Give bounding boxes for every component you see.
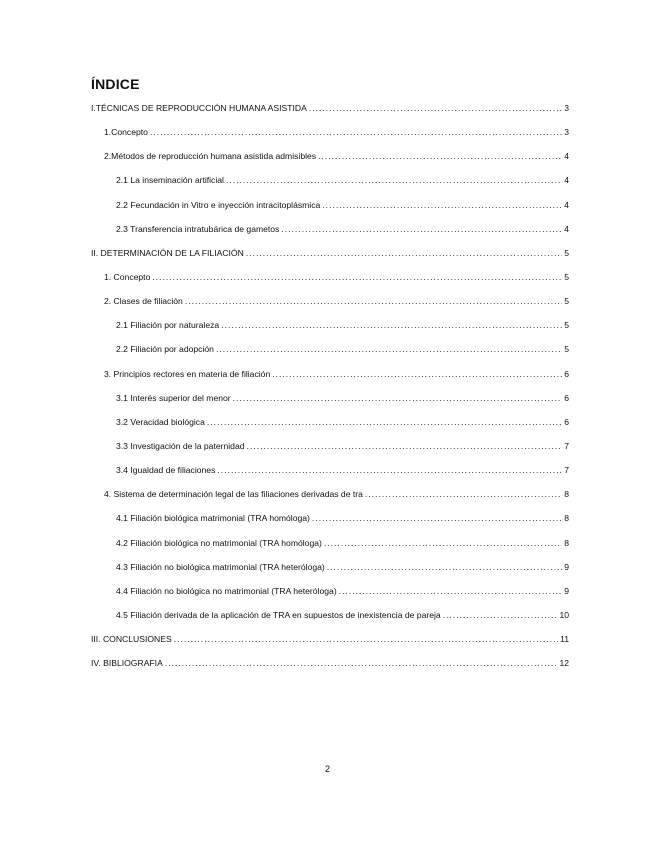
toc-entry-page: 4 [564,151,569,162]
toc-entry-page: 5 [564,247,569,258]
toc-entry-inexistencia-pareja[interactable] [91,610,569,634]
page-title: ÍNDICE [91,76,140,92]
toc-entry-page: 3 [564,127,569,138]
toc-entry-page: 6 [564,368,569,379]
toc-entry-fecundacion[interactable] [91,200,569,224]
toc-entry-transferencia[interactable] [91,224,569,248]
toc-leader-dots [233,393,563,403]
toc-leader-dots [247,441,563,451]
toc-leader-dots [365,489,562,499]
toc-entry-label: 1.Concepto [104,127,148,138]
toc-leader-dots [324,538,562,548]
toc-entry-page: 12 [559,658,569,669]
toc-entry-biologica-matrimonial[interactable] [91,513,569,537]
toc-entry-concepto-2[interactable] [91,272,569,296]
toc-leader-dots [216,344,562,354]
toc-entry-page: 4 [564,175,569,186]
toc-leader-dots [217,465,562,475]
toc-leader-dots [309,103,562,113]
toc-entry-filiacion-naturaleza[interactable] [91,320,569,344]
toc-entry-label: 4.3 Filiación no biológica matrimonial (TRA heteróloga) [116,561,325,572]
toc-entry-page: 10 [559,609,569,620]
toc-leader-dots [150,127,562,137]
toc-entry-page: 7 [564,465,569,476]
toc-entry-label: 3.3 Investigación de la paternidad [116,440,245,451]
toc-leader-dots [207,417,562,427]
toc-entry-label: 3.2 Veracidad biológica [116,416,205,427]
toc-leader-dots [221,320,562,330]
toc-entry-page: 4 [564,223,569,234]
toc-entry-label: 1. Concepto [104,271,151,282]
toc-entry-label: 4.4 Filiación no biológica no matrimonial (TRA heteróloga) [116,585,337,596]
toc-entry-determinacion-filiacion[interactable] [91,248,569,272]
toc-entry-label: 3.4 Igualdad de filiaciones [116,465,216,476]
toc-entry-label: 2.Métodos de reproducción humana asistida admisibles [104,151,317,162]
toc-entry-page: 6 [564,392,569,403]
toc-entry-tecnicas-reproduccion[interactable] [91,103,569,127]
toc-entry-page: 11 [560,634,569,645]
toc-entry-label: 2.2 Filiación por adopción [116,344,214,355]
toc-entry-concepto-1[interactable] [91,127,569,151]
toc-entry-page: 5 [564,320,569,331]
toc-entry-page: 5 [564,271,569,282]
toc-entry-page: 4 [564,199,569,210]
toc-entry-page: 9 [564,585,569,596]
toc-entry-page: 8 [564,489,569,500]
toc-entry-igualdad-filiaciones[interactable] [91,465,569,489]
toc-entry-label: 2.2 Fecundación in Vitro e inyección intracitoplásmica [116,199,321,210]
toc-leader-dots [152,272,562,282]
toc-entry-label: II. DETERMINACIÓN DE LA FILIACIÓN [91,247,244,258]
toc-entry-conclusiones[interactable] [91,634,569,658]
toc-leader-dots [318,151,562,161]
toc-entry-clases-filiacion[interactable] [91,296,569,320]
toc-entry-label: 4.2 Filiación biológica no matrimonial (TRA homóloga) [116,537,322,548]
toc-leader-dots [165,658,558,668]
toc-entry-page: 9 [564,561,569,572]
toc-entry-biologica-no-matrimonial[interactable] [91,538,569,562]
toc-leader-dots [281,224,562,234]
toc-entry-veracidad-biologica[interactable] [91,417,569,441]
toc-entry-page: 3 [564,103,569,113]
toc-entry-metodos[interactable] [91,151,569,175]
toc-entry-no-biologica-no-matrimonial[interactable] [91,586,569,610]
toc-leader-dots [272,369,562,379]
toc-entry-label: 3. Principios rectores en materia de filiación [104,368,271,379]
toc-entry-label: 4.1 Filiación biológica matrimonial (TRA homóloga) [116,513,310,524]
toc-leader-dots [185,296,562,306]
toc-entry-label: 2.1 Filiación por naturaleza [116,320,220,331]
toc-leader-dots [226,175,562,185]
toc-entry-page: 5 [564,344,569,355]
toc-entry-no-biologica-matrimonial[interactable] [91,562,569,586]
toc-entry-page: 7 [564,440,569,451]
toc-leader-dots [339,586,563,596]
toc-entry-label: 4.5 Filiación derivada de la aplicación de TRA en supuestos de inexistencia de pareja [116,609,441,620]
toc-leader-dots [327,562,562,572]
toc-entry-bibliografia[interactable] [91,658,569,682]
toc-entry-investigacion-paternidad[interactable] [91,441,569,465]
toc-entry-label: III. CONCLUSIONES [91,634,172,645]
toc-entry-principios-rectores[interactable] [91,369,569,393]
toc-entry-label: 3.1 Interés superior del menor [116,392,231,403]
toc-leader-dots [312,513,562,523]
toc-entry-label: 2.1 La inseminación artificial [116,175,224,186]
page-number: 2 [324,764,330,774]
toc-entry-interes-superior[interactable] [91,393,569,417]
toc-leader-dots [322,200,562,210]
toc-entry-label: 2.3 Transferencia intratubárica de gametos [116,223,280,234]
toc-leader-dots [246,248,562,258]
toc-entry-label: 2. Clases de filiación [104,296,183,307]
toc-entry-label: I.TÉCNICAS DE REPRODUCCIÓN HUMANA ASISTIDA [91,103,307,113]
toc-entry-inseminacion[interactable] [91,175,569,199]
toc-entry-label: 4. Sistema de determinación legal de las filiaciones derivadas de tra [104,489,363,500]
toc-entry-sistema-determinacion[interactable] [91,489,569,513]
toc-entry-label: IV. BIBLIOGRAFIA [91,658,163,669]
toc-entry-page: 6 [564,416,569,427]
table-of-contents [91,103,569,682]
toc-entry-page: 5 [564,296,569,307]
toc-entry-filiacion-adopcion[interactable] [91,344,569,368]
toc-entry-page: 8 [564,513,569,524]
toc-entry-page: 8 [564,537,569,548]
toc-leader-dots [174,634,558,644]
toc-leader-dots [443,610,558,620]
